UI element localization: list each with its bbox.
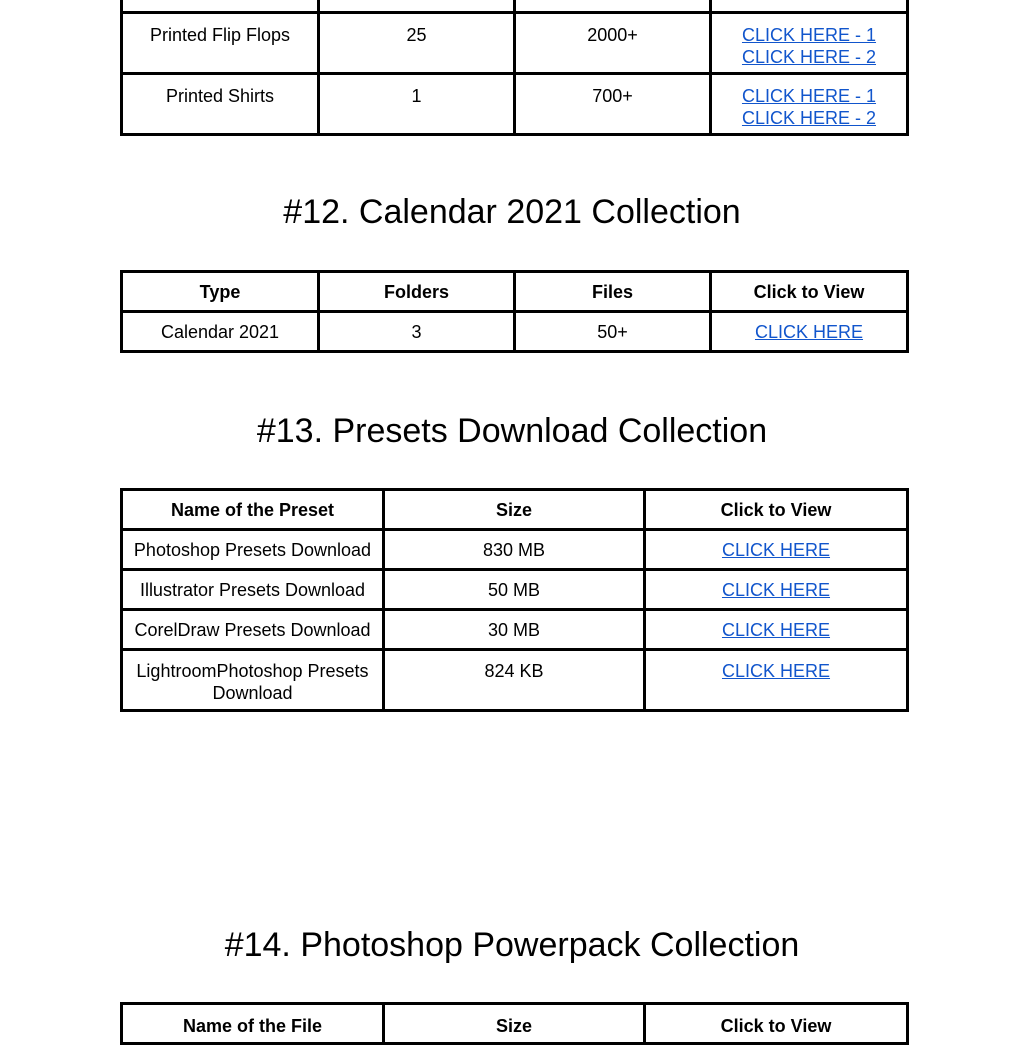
folders-cell: 1	[319, 74, 515, 135]
preset-name-header: Name of the Preset	[122, 490, 384, 530]
folders-header: Folders	[319, 272, 515, 312]
click-to-view-header: Click to View	[645, 1004, 908, 1044]
click-to-view-header: Click to View	[645, 490, 908, 530]
folders-cell: 3	[319, 312, 515, 352]
preset-name-cell: Illustrator Presets Download	[122, 570, 384, 610]
table-header-row	[122, 272, 908, 312]
type-cell: Printed Shirts	[122, 74, 319, 135]
size-cell: 830 MB	[384, 530, 645, 570]
click-here-1-link[interactable]: CLICK HERE - 1	[741, 86, 877, 106]
click-here-2-link[interactable]: CLICK HERE - 2	[741, 108, 877, 128]
preset-name-cell: LightroomPhotoshop Presets Download	[122, 650, 384, 711]
section-14-heading: #14. Photoshop Powerpack Collection	[224, 926, 800, 964]
click-here-2-link[interactable]: CLICK HERE - 2	[741, 47, 877, 67]
printed-products-table	[120, 0, 909, 136]
click-here-link[interactable]: CLICK HERE	[721, 619, 831, 640]
click-here-link[interactable]: CLICK HERE	[721, 579, 831, 600]
presets-table	[120, 488, 909, 712]
table-row	[122, 74, 908, 135]
click-to-view-header: Click to View	[711, 272, 908, 312]
click-here-link[interactable]: CLICK HERE	[754, 321, 864, 342]
size-cell: 50 MB	[384, 570, 645, 610]
file-name-header: Name of the File	[122, 1004, 384, 1044]
click-here-link[interactable]: CLICK HERE	[721, 661, 831, 681]
preset-name-cell: CorelDraw Presets Download	[122, 610, 384, 650]
table-row	[122, 0, 908, 13]
files-cell: 2000+	[515, 13, 711, 74]
link-cell	[645, 530, 908, 570]
table-row	[122, 530, 908, 570]
folders-cell: 25	[319, 13, 515, 74]
table-row	[122, 312, 908, 352]
size-header: Size	[384, 1004, 645, 1044]
files-cell: 700+	[515, 74, 711, 135]
type-cell: Calendar 2021	[122, 312, 319, 352]
table-row	[122, 13, 908, 74]
section-13-heading: #13. Presets Download Collection	[256, 412, 768, 450]
link-cell	[645, 570, 908, 610]
link-cell	[645, 650, 908, 711]
table-row	[122, 570, 908, 610]
files-header: Files	[515, 272, 711, 312]
table-row	[122, 610, 908, 650]
click-here-1-link[interactable]: CLICK HERE - 1	[741, 25, 877, 45]
type-cell: Printed Flip Flops	[122, 13, 319, 74]
click-here-link[interactable]: CLICK HERE	[721, 539, 831, 560]
type-header: Type	[122, 272, 319, 312]
link-cell	[711, 13, 908, 74]
size-header: Size	[384, 490, 645, 530]
files-cell: 50+	[515, 312, 711, 352]
link-cell	[711, 312, 908, 352]
link-cell	[645, 610, 908, 650]
section-12-heading: #12. Calendar 2021 Collection	[283, 193, 741, 231]
preset-name-cell: Photoshop Presets Download	[122, 530, 384, 570]
size-cell: 824 KB	[384, 650, 645, 711]
link-cell	[711, 74, 908, 135]
table-header-row	[122, 490, 908, 530]
size-cell: 30 MB	[384, 610, 645, 650]
calendar-table	[120, 270, 909, 353]
table-row	[122, 650, 908, 711]
